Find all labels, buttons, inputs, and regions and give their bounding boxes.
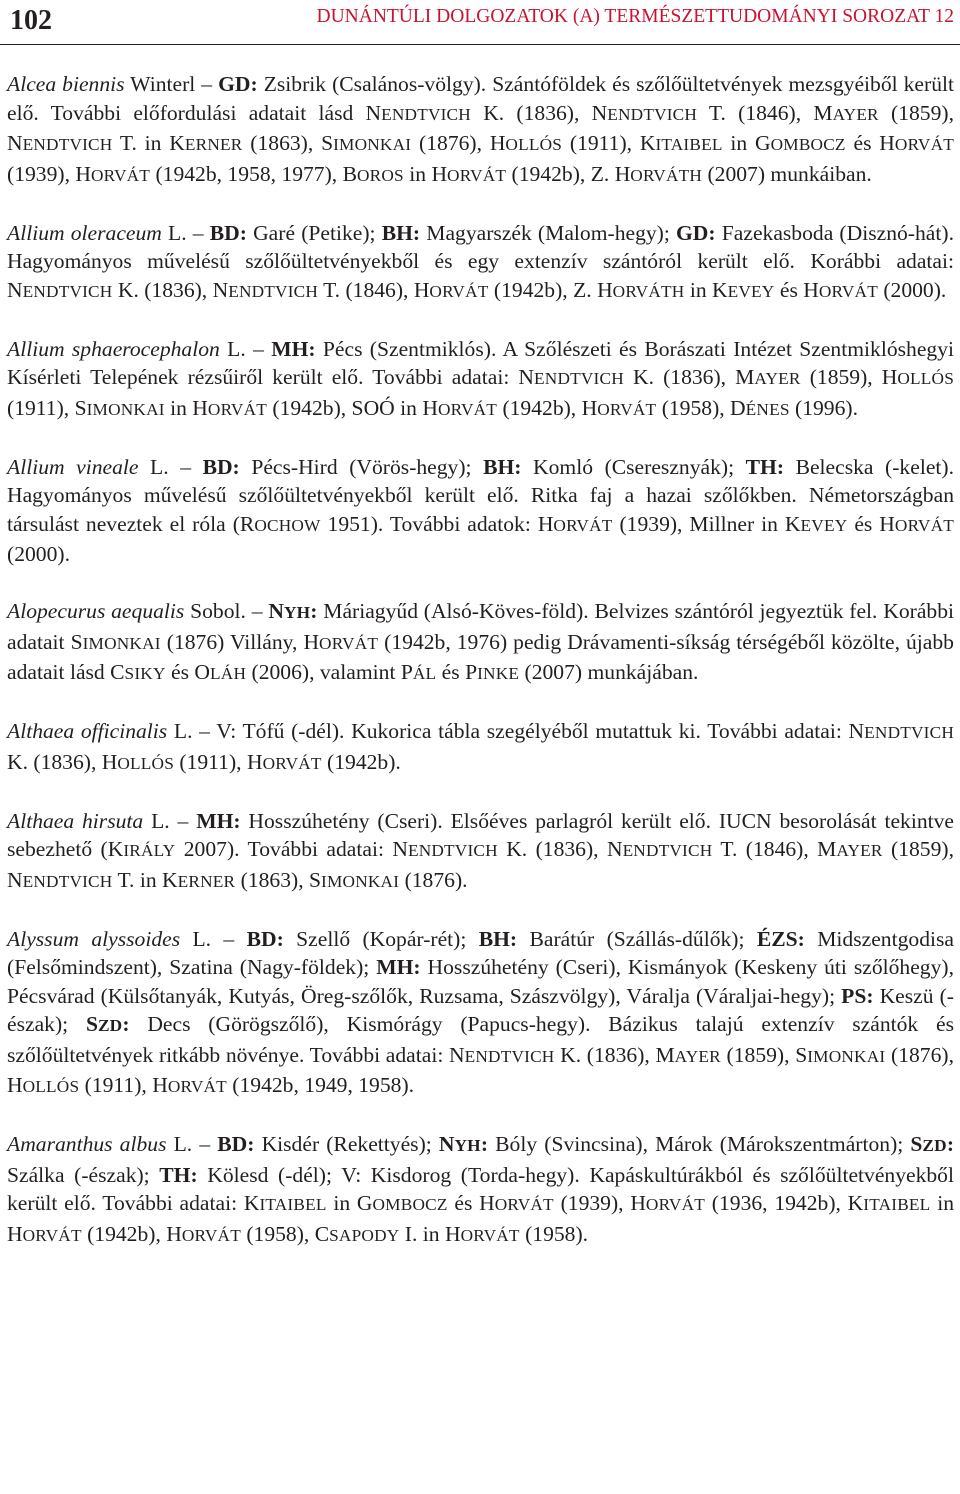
species-author: L. xyxy=(227,336,246,361)
species-author: Winterl xyxy=(130,72,196,96)
species-entry-althaea-hirsuta xyxy=(7,807,954,897)
species-name: Alopecurus aequalis xyxy=(7,599,185,623)
species-description: – BD: Szellő (Kopár-rét); BH: Barátúr (Szállás-dűlők); ÉZS: Midszentgodisa (Felsőmindszent), Szatina (Nagy-földek); MH: Hosszúhetény (Cseri), Kismányok (Keskeny úti szőlőhegy), Pécsvárad (Külsőtanyák, Kutyás, Öreg-szőlők, Ruzsama, Szászvölgy), Váralja (Váraljai-hegy); PS: Keszü (-észak); SZD: Decs (Görögszőlő), Kismórágy (Papucs-hegy). Bázikus talajú extenzív szántók és szőlőültetvények ritkább növénye. További adatai: NENDTVICH K. (1836), MAYER (1859), SIMONKAI (1876), HOLLÓS (1911), HORVÁT (1942b, 1949, 1958). xyxy=(7,926,955,1097)
species-entry-althaea-officinalis xyxy=(7,717,954,778)
species-author: L. xyxy=(150,454,169,479)
species-entry-allium-vineale xyxy=(7,453,954,569)
species-author: L. xyxy=(151,808,170,833)
region-code: BH: xyxy=(381,220,421,245)
region-code: BD: xyxy=(202,454,240,479)
species-description: – NYH: Máriagyűd (Alsó-Köves-föld). Belvizes szántóról jegyeztük fel. Korábbi adatait SIMONKAI (1876) Villány, HORVÁT (1942b, 1976) pedig Drávamenti-síkság térségéből közölte, újabb adatait lásd CSIKY és OLÁH (2006), valamint PÁL és PINKE (2007) munkájában. xyxy=(7,599,954,684)
species-author: L. xyxy=(173,719,193,743)
species-description: – BD: Kisdér (Rekettyés); NYH: Bóly (Svincsina), Márok (Márokszentmárton); SZD: Szálka (-észak); TH: Kölesd (-dél); V: Kisdorog (Torda-hegy). Kapáskultúrákból és szőlőültetvényekből került elő. További adatai: KITAIBEL in GOMBOCZ és HORVÁT (1939), HORVÁT (1936, 1942b), KITAIBEL in HORVÁT (1942b), HORVÁT (1958), CSAPODY I. in HORVÁT (1958). xyxy=(7,1132,955,1246)
region-code: MH: xyxy=(196,808,241,833)
species-name: Alcea biennis xyxy=(7,72,125,96)
species-description: – BD: Garé (Petike); BH: Magyarszék (Malom-hegy); GD: Fazekasboda (Disznó-hát). Hagyományos művelésű szőlőültetvényekből és egy extenzív szántóról került elő. Korábbi adatai: NENDTVICH K. (1836), NENDTVICH T. (1846), HORVÁT (1942b), Z. HORVÁTH in KEVEY és HORVÁT (2000). xyxy=(7,220,954,302)
region-code: BD: xyxy=(217,1132,255,1156)
species-entry-alopecurus-aequalis xyxy=(7,597,954,689)
species-description: – V: Tófű (-dél). Kukorica tábla szegélyéből mutattuk ki. További adatai: NENDTVICH K. (1836), HOLLÓS (1911), HORVÁT (1942b). xyxy=(7,719,954,774)
species-name: Amaranthus albus xyxy=(7,1132,167,1156)
region-code: BD: xyxy=(209,220,247,245)
species-name: Althaea officinalis xyxy=(7,719,168,743)
region-code: MH: xyxy=(271,336,316,361)
species-author: L. xyxy=(173,1132,193,1156)
region-code: ÉZS: xyxy=(756,926,805,951)
region-code: TH: xyxy=(159,1162,198,1187)
species-author: Sobol. xyxy=(190,599,246,623)
region-code: BD: xyxy=(246,926,284,951)
species-entry-allium-sphaerocephalon xyxy=(7,335,954,425)
species-entry-amaranthus-albus xyxy=(7,1130,954,1250)
species-description: – MH: Pécs (Szentmiklós). A Szőlészeti és Borászati Intézet Szentmiklóshegyi Kísérleti Telepének rézsűiről került elő. További adatai: NENDTVICH K. (1836), MAYER (1859), HOLLÓS (1911), SIMONKAI in HORVÁT (1942b), SOÓ in HORVÁT (1942b), HORVÁT (1958), DÉNES (1996). xyxy=(7,336,955,420)
species-name: Allium vineale xyxy=(7,454,139,479)
species-entry-alyssum-alyssoides xyxy=(7,925,954,1102)
region-code: MH: xyxy=(376,955,421,979)
species-description: – GD: Zsibrik (Csalános-völgy). Szántóföldek és szőlőültetvények mezsgyéiből került elő. További előfordulási adatait lásd NENDTVICH K. (1836), NENDTVICH T. (1846), MAYER (1859), NENDTVICH T. in KERNER (1863), SIMONKAI (1876), HOLLÓS (1911), KITAIBEL in GOMBOCZ és HORVÁT (1939), HORVÁT (1942b, 1958, 1977), BOROS in HORVÁT (1942b), Z. HORVÁTH (2007) munkáiban. xyxy=(7,72,954,186)
species-description: – MH: Hosszúhetény (Cseri). Elsőéves parlagról került elő. IUCN besorolását tekintve sebezhető (KIRÁLY 2007). További adatai: NENDTVICH K. (1836), NENDTVICH T. (1846), MAYER (1859), NENDTVICH T. in KERNER (1863), SIMONKAI (1876). xyxy=(7,808,955,892)
species-entry-alcea-biennis xyxy=(7,70,954,190)
species-name: Althaea hirsuta xyxy=(7,808,144,833)
region-code: SZD: xyxy=(85,1012,130,1036)
species-author: L. xyxy=(192,926,212,951)
region-code: BH: xyxy=(478,926,518,951)
region-code: NYH: xyxy=(268,599,318,623)
species-name: Alyssum alyssoides xyxy=(7,926,181,951)
region-code: GD: xyxy=(218,72,258,96)
species-entry-allium-oleraceum xyxy=(7,219,954,307)
page-header xyxy=(0,0,960,45)
page-number: 102 xyxy=(10,5,52,36)
species-description: – BD: Pécs-Hird (Vörös-hegy); BH: Komló (Cseresznyák); TH: Belecska (-kelet). Hagyományos művelésű szőlőültetvényekből került elő. Ritka faj a hazai szőlőkben. Németországban társulást neveztek el róla (ROCHOW 1951). További adatok: HORVÁT (1939), Millner in KEVEY és HORVÁT (2000). xyxy=(7,454,954,566)
region-code: NYH: xyxy=(438,1132,489,1156)
species-author: L. xyxy=(168,220,187,245)
species-name: Allium sphaerocephalon xyxy=(7,336,220,361)
region-code: BH: xyxy=(483,454,522,479)
region-code: SZD: xyxy=(910,1132,955,1156)
region-code: PS: xyxy=(841,983,874,1008)
running-head: DUNÁNTÚLI DOLGOZATOK (A) TERMÉSZETTUDOMÁNYI SOROZAT 12 xyxy=(316,6,954,27)
region-code: GD: xyxy=(676,220,716,245)
species-list xyxy=(7,70,954,1279)
region-code: TH: xyxy=(745,454,785,479)
species-name: Allium oleraceum xyxy=(7,220,162,245)
